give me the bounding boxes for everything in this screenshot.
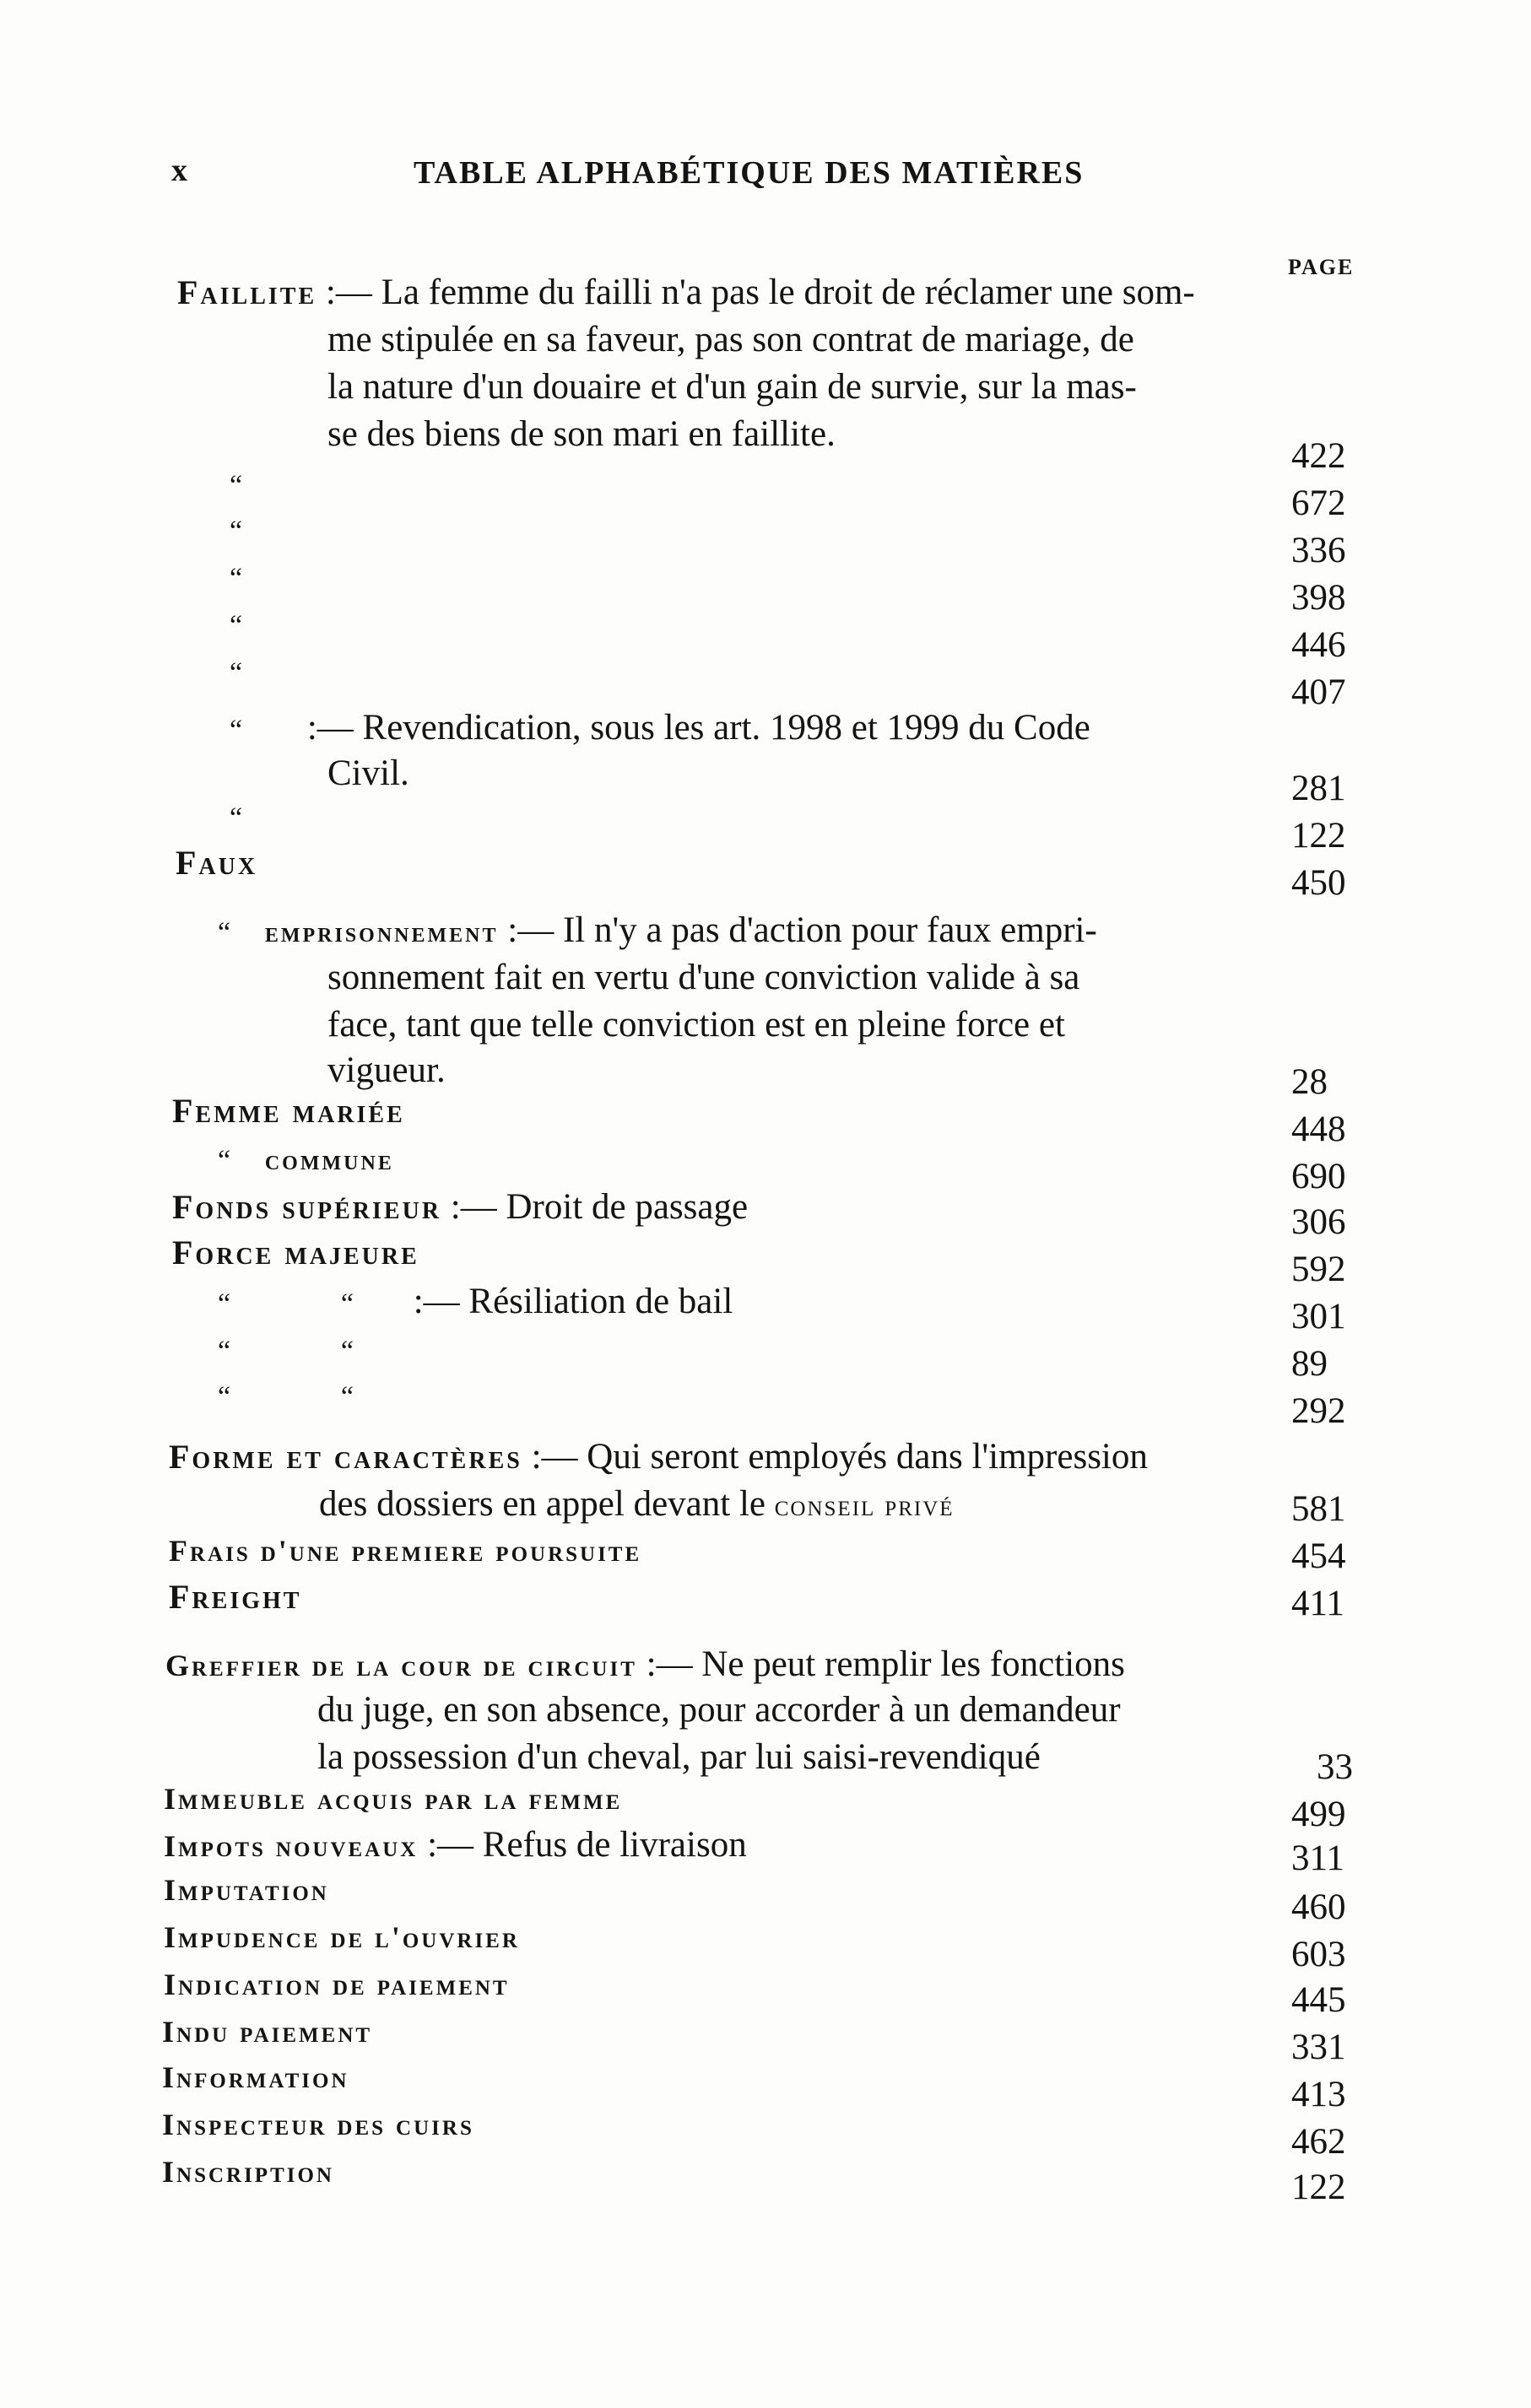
entry-text: :— Résiliation de bail xyxy=(413,1282,733,1321)
entry-information xyxy=(162,2054,349,2100)
entry-heading: Forme et caractères xyxy=(169,1438,522,1476)
entry-impudence xyxy=(164,1914,520,1960)
page-number: 331 xyxy=(1291,2027,1346,2067)
entry-frais xyxy=(169,1527,641,1574)
entry-heading: Impudence de l'ouvrier xyxy=(164,1920,520,1954)
entry-text-line: la nature d'un douaire et d'un gain de survie, sur la mas- xyxy=(327,367,1137,407)
entry-heading: Fonds supérieur xyxy=(172,1188,442,1226)
entry-indu xyxy=(162,2008,372,2054)
entry-text-line: du juge, en son absence, pour accorder à un demandeur xyxy=(317,1690,1121,1730)
ditto-mark: “ xyxy=(230,470,243,501)
entry-faux xyxy=(176,840,257,886)
page-number: 336 xyxy=(1291,531,1346,570)
entry-heading: Immeuble acquis par la femme xyxy=(164,1782,623,1816)
entry-text: :— Ne peut remplir les fonctions xyxy=(646,1644,1125,1684)
page-number: 448 xyxy=(1291,1110,1346,1149)
entry-heading: Force majeure xyxy=(172,1234,419,1271)
ditto-mark: “ xyxy=(230,516,243,547)
entry-imputation xyxy=(164,1866,329,1913)
page-number: 122 xyxy=(1291,816,1346,856)
page-number: 672 xyxy=(1291,483,1346,523)
entry-freight xyxy=(169,1574,301,1620)
entry-text: :— Il n'y a pas d'action pour faux empri- xyxy=(507,910,1097,950)
entry-heading: Impots nouveaux xyxy=(164,1829,419,1863)
running-head: TABLE ALPHABÉTIQUE DES MATIÈRES xyxy=(414,155,1085,191)
entry-heading: Greffier de la cour de circuit xyxy=(165,1649,637,1682)
entry-text: :— Qui seront employés dans l'impression xyxy=(531,1437,1148,1477)
entry-force-majeure xyxy=(172,1230,419,1276)
entry-inscription xyxy=(162,2148,334,2195)
entry-heading: Faillite xyxy=(177,273,317,311)
entry-text-line: sonnement fait en vertu d'une conviction valide à sa xyxy=(327,958,1080,997)
entry-heading: Indication de paiement xyxy=(164,1968,510,2001)
page-number: 28 xyxy=(1291,1062,1328,1102)
entry-forme-caracteres xyxy=(169,1434,1148,1480)
page-number: 445 xyxy=(1291,1980,1346,2020)
page-number: 281 xyxy=(1291,769,1346,808)
page-number: 398 xyxy=(1291,578,1346,618)
entry-text-line: la possession d'un cheval, par lui saisi-revendiqué xyxy=(317,1737,1041,1777)
page-number: 446 xyxy=(1291,625,1346,665)
page-number: 690 xyxy=(1291,1157,1346,1196)
entry-heading: Freight xyxy=(169,1578,302,1616)
page-number: 411 xyxy=(1291,1584,1344,1623)
entry-revendication: “ :— Revendication, sous les art. 1998 et 1999 du Code xyxy=(230,708,1090,748)
page-number: 311 xyxy=(1291,1838,1344,1878)
entry-text-line: me stipulée en sa faveur, pas son contrat de mariage, de xyxy=(327,320,1134,359)
page-column-label: PAGE xyxy=(1288,255,1355,279)
page-number: 454 xyxy=(1291,1536,1346,1576)
page-number: 89 xyxy=(1291,1344,1328,1384)
folio-number: x xyxy=(171,153,187,188)
entry-text: :— Droit de passage xyxy=(450,1187,749,1227)
entry-text-line: se des biens de son mari en faillite. xyxy=(327,414,836,454)
page-number: 450 xyxy=(1291,863,1346,903)
page-number: 592 xyxy=(1291,1250,1346,1289)
page-number: 499 xyxy=(1291,1795,1346,1834)
page-number: 422 xyxy=(1291,436,1346,476)
entry-heading: Information xyxy=(162,2060,349,2094)
entry-text-line: Civil. xyxy=(327,753,409,793)
entry-heading: Femme mariée xyxy=(172,1092,405,1130)
page-number: 460 xyxy=(1291,1887,1346,1927)
entry-immeuble xyxy=(164,1775,622,1822)
entry-heading: Inscription xyxy=(162,2155,334,2189)
entry-text-line: des dossiers en appel devant le conseil privé xyxy=(319,1484,955,1524)
ditto-mark: “ xyxy=(230,563,243,594)
entry-heading: Imputation xyxy=(164,1873,329,1907)
entry-text-line: face, tant que telle conviction est en pleine force et xyxy=(327,1005,1065,1045)
entry-heading: Inspecteur des cuirs xyxy=(162,2108,474,2141)
entry-faillite xyxy=(177,270,1195,316)
entry-text-line: vigueur. xyxy=(327,1050,446,1090)
entry-heading: Faux xyxy=(176,844,258,882)
entry-faux-emprisonnement: “ emprisonnement :— Il n'y a pas d'action pour faux empri- xyxy=(218,910,1097,950)
entry-text: :— Revendication, sous les art. 1998 et 1999 du Code xyxy=(306,708,1090,748)
entry-greffier xyxy=(165,1642,1125,1688)
conseil-prive: conseil privé xyxy=(774,1488,955,1522)
entry-indication xyxy=(164,1961,510,2007)
page-number: 301 xyxy=(1291,1297,1346,1336)
ditto-mark: “ xyxy=(230,657,243,688)
page-number: 413 xyxy=(1291,2075,1346,2114)
entry-impots xyxy=(164,1822,747,1869)
entry-fonds-superieur xyxy=(172,1185,748,1230)
page-number: 462 xyxy=(1291,2122,1346,2162)
page-number: 33 xyxy=(1317,1747,1353,1787)
page-number: 292 xyxy=(1291,1391,1346,1431)
entry-commune: “ commune xyxy=(218,1145,394,1176)
entry-heading: Indu paiement xyxy=(162,2015,373,2049)
entry-resiliation: “ “ :— Résiliation de bail xyxy=(218,1282,733,1321)
entry-text: :— Refus de livraison xyxy=(427,1825,747,1865)
page-number: 306 xyxy=(1291,1202,1346,1242)
page-number: 407 xyxy=(1291,672,1346,712)
ditto-mark: “ xyxy=(230,610,243,641)
ditto-mark: “ “ xyxy=(218,1381,354,1412)
ditto-mark: “ “ xyxy=(218,1336,354,1367)
entry-femme-mariee xyxy=(172,1088,405,1134)
page-number: 603 xyxy=(1291,1935,1346,1974)
page-number: 581 xyxy=(1291,1489,1346,1529)
entry-subheading: commune xyxy=(264,1145,394,1176)
page-number: 122 xyxy=(1291,2168,1346,2207)
entry-subheading: emprisonnement xyxy=(264,917,499,948)
ditto-mark: “ xyxy=(230,802,243,834)
entry-text: :— La femme du failli n'a pas le droit de réclamer une som- xyxy=(325,273,1195,312)
entry-heading: Frais d'une premiere poursuite xyxy=(169,1534,642,1568)
entry-inspecteur xyxy=(162,2101,474,2147)
